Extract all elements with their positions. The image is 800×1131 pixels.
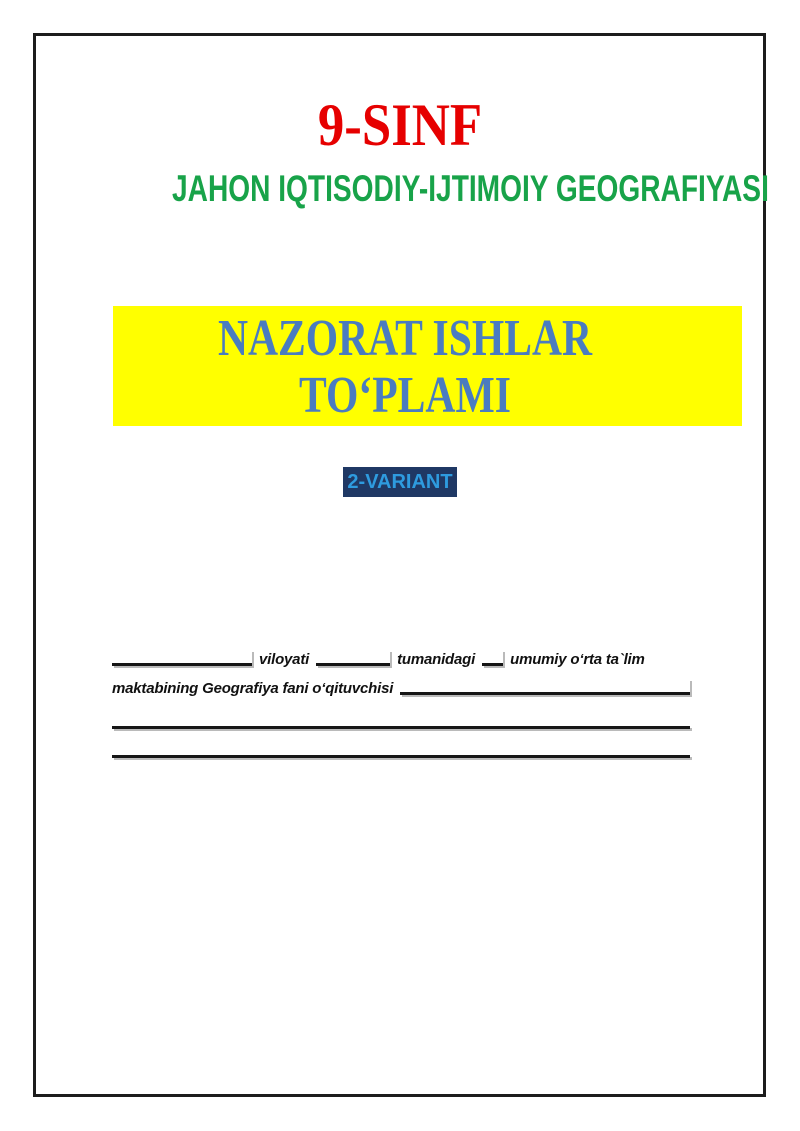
banner-title-line1: NAZORAT ISHLAR	[217, 310, 593, 367]
blank-field-school-number[interactable]	[482, 650, 503, 666]
banner-title-line2: TO‘PLAMI	[299, 367, 511, 424]
teacher-info-block	[112, 648, 690, 706]
district-label: tumanidagi	[397, 651, 476, 668]
variant-badge: 2-VARIANT	[343, 467, 456, 497]
blank-field-province[interactable]	[112, 650, 252, 666]
ruled-line-1[interactable]	[112, 726, 690, 729]
grade-title: 9-SINF	[317, 92, 483, 158]
subject-subtitle: JAHON IQTISODIY-IJTIMOIY GEOGRAFIYASI	[172, 168, 769, 209]
variant-row	[0, 467, 800, 497]
blank-field-teacher-name[interactable]	[400, 679, 690, 695]
province-label: viloyati	[259, 651, 310, 668]
teacher-label: maktabining Geografiya fani o‘qituvchisi	[112, 680, 394, 697]
banner	[113, 306, 742, 426]
school-type-label: umumiy o‘rta ta`lim	[510, 651, 645, 668]
ruled-line-2[interactable]	[112, 755, 690, 758]
teacher-info-line2	[112, 677, 690, 706]
blank-field-district[interactable]	[316, 650, 390, 666]
teacher-info-line1	[112, 648, 690, 677]
